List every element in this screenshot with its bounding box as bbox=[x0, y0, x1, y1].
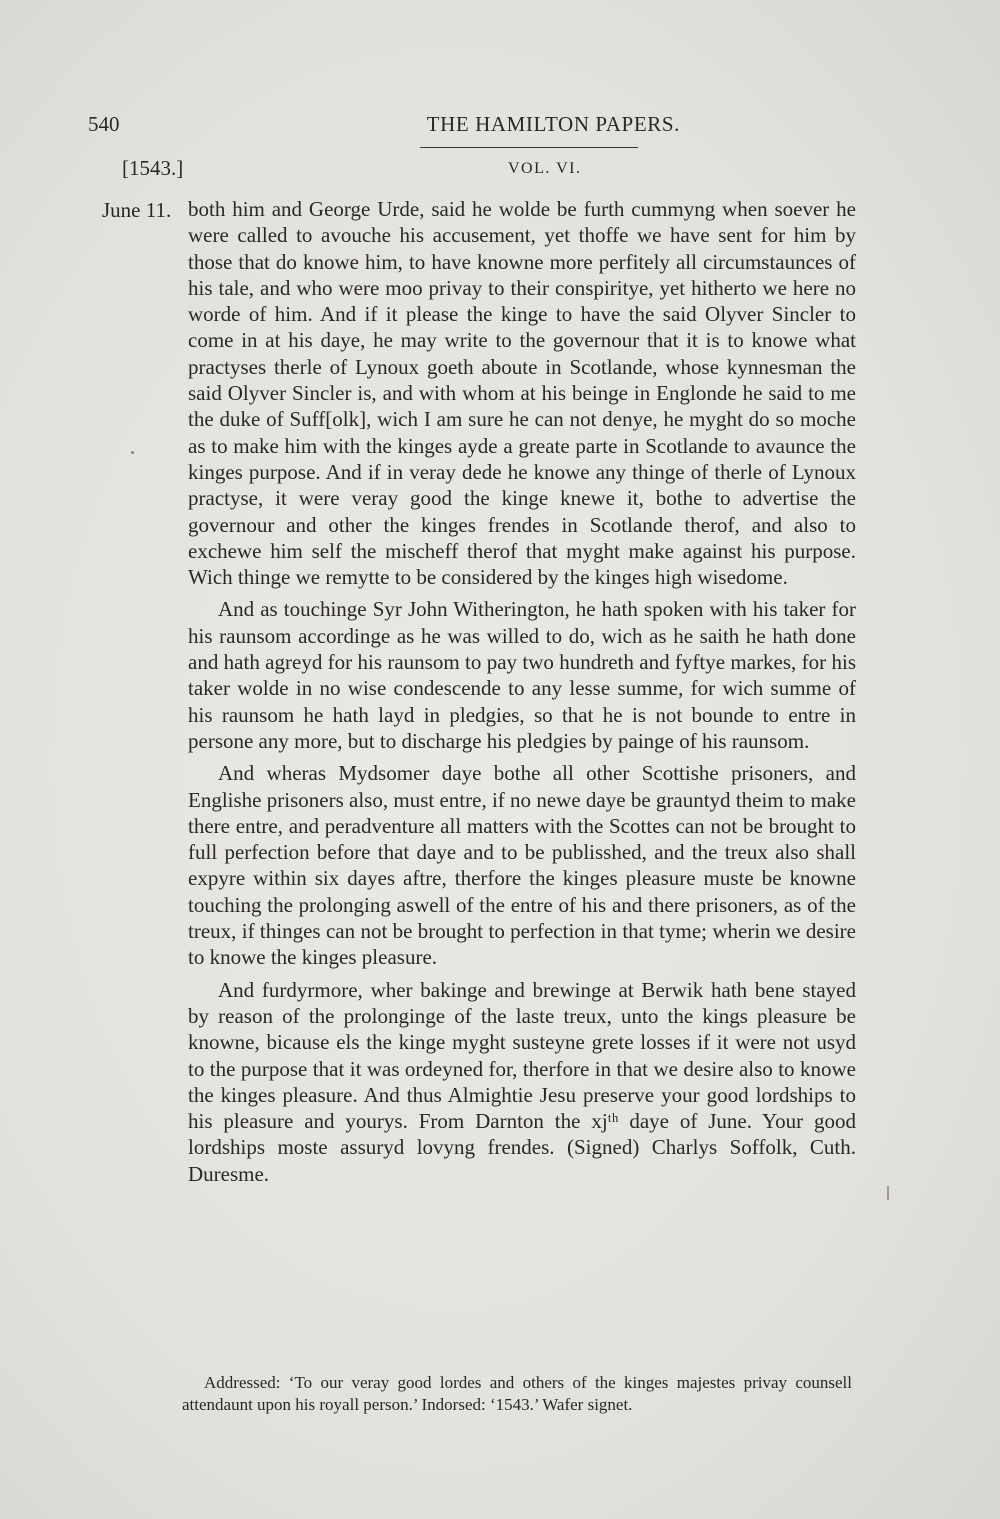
running-title: THE HAMILTON PAPERS. bbox=[426, 112, 680, 136]
paragraph-3: And wheras Mydsomer daye bothe all other Scottishe prisoners, and Englishe prisoners also, must entre, if no newe daye be grauntyd theim to make there entre, and peradventure all matters with the Scottes can not be brought to full perfection before that daye and to be publisshed, and the treux also shall expyre within six dayes aftre, therfore the kinges pleasure muste be knowne touching the prolonging aswell of the entre of his and there prisoners, as of the treux, if thinges can not be brought to perfection in that tyme; wherin we desire to knowe the kinges pleasure. bbox=[188, 761, 856, 970]
year-bracket: [1543.] bbox=[122, 156, 184, 180]
header-rule bbox=[420, 147, 638, 148]
address-text: Addressed: ‘To our veray good lordes and others of the kinges majestes privay counsell attendaunt upon his royall person.’ Indorsed: ‘1543.’ Wafer signet. bbox=[182, 1373, 852, 1414]
letter-body bbox=[188, 196, 856, 1187]
page-header bbox=[88, 112, 680, 142]
page-number: 540 bbox=[88, 112, 120, 136]
paragraph-2: And as touchinge Syr John Witherington, he hath spoken with his taker for his raunsom accordinge as he was willed to do, wich as he saith he hath done and hath agreyd for his raunsom to pay two hundreth and fyftye markes, for his taker wolde in no wise condescende to any lesse summe, for wich summe of his raunsom he hath layd in pledgies, so that he is not bounde to entre in persone any more, but to discharge his pledgies by painge of his raunsom. bbox=[188, 597, 856, 753]
paragraph-4: And furdyrmore, wher bakinge and brewinge at Berwik hath bene stayed by reason of the prolonginge of the laste treux, unto the kings pleasure be knowne, bicause els the kinge myght susteyne grete losses if it were not usyd to the purpose that it was ordeyned for, therfore in that we desire also to knowe the kinges pleasure. And thus Almightie Jesu preserve your good lordships to his pleasure and yourys. From Darnton the xjᵗʰ daye of June. Your good lordships moste assuryd lovyng frendes. (Signed) Charlys Soffolk, Cuth. Duresme. bbox=[188, 977, 856, 1186]
volume-label: VOL. VI. bbox=[508, 160, 582, 177]
margin-date: June 11. bbox=[102, 198, 172, 222]
paper-edge-mark bbox=[887, 1186, 889, 1200]
paper-speck bbox=[131, 451, 134, 454]
address-note bbox=[182, 1372, 852, 1416]
paragraph-1: both him and George Urde, said he wolde be furth cummyng when soever he were called to avouche his accusement, yet thoffe we have sent for him by those that do knowe him, to have knowne more perfitely all circumstaunces of his tale, and who were moo privay to their conspiritye, yet hitherto we here no worde of him. And if it please the kinge to have the said Olyver Sincler to come in at his daye, he may write to the governour that it is to knowe what practyses therle of Lynoux goeth aboute in Scotlande, whose kynnesman the said Olyver Sincler is, and with whom at his beinge in Englonde he said to me the duke of Suff[olk], wich I am sure he can not denye, he myght do so moche as to make him with the kinges ayde a greate parte in Scotlande to avaunce the kinges purpose. And if in veray dede he knowe any thinge of therle of Lynoux practyse, it were veray good the kinge knewe it, bothe to advertise the governour and other the kinges frendes in Scotlande therof, and also to exchewe him self the mischeff therof that myght make against his purpose. Wich thinge we remytte to be considered by the kinges high wisedome. bbox=[188, 197, 856, 590]
